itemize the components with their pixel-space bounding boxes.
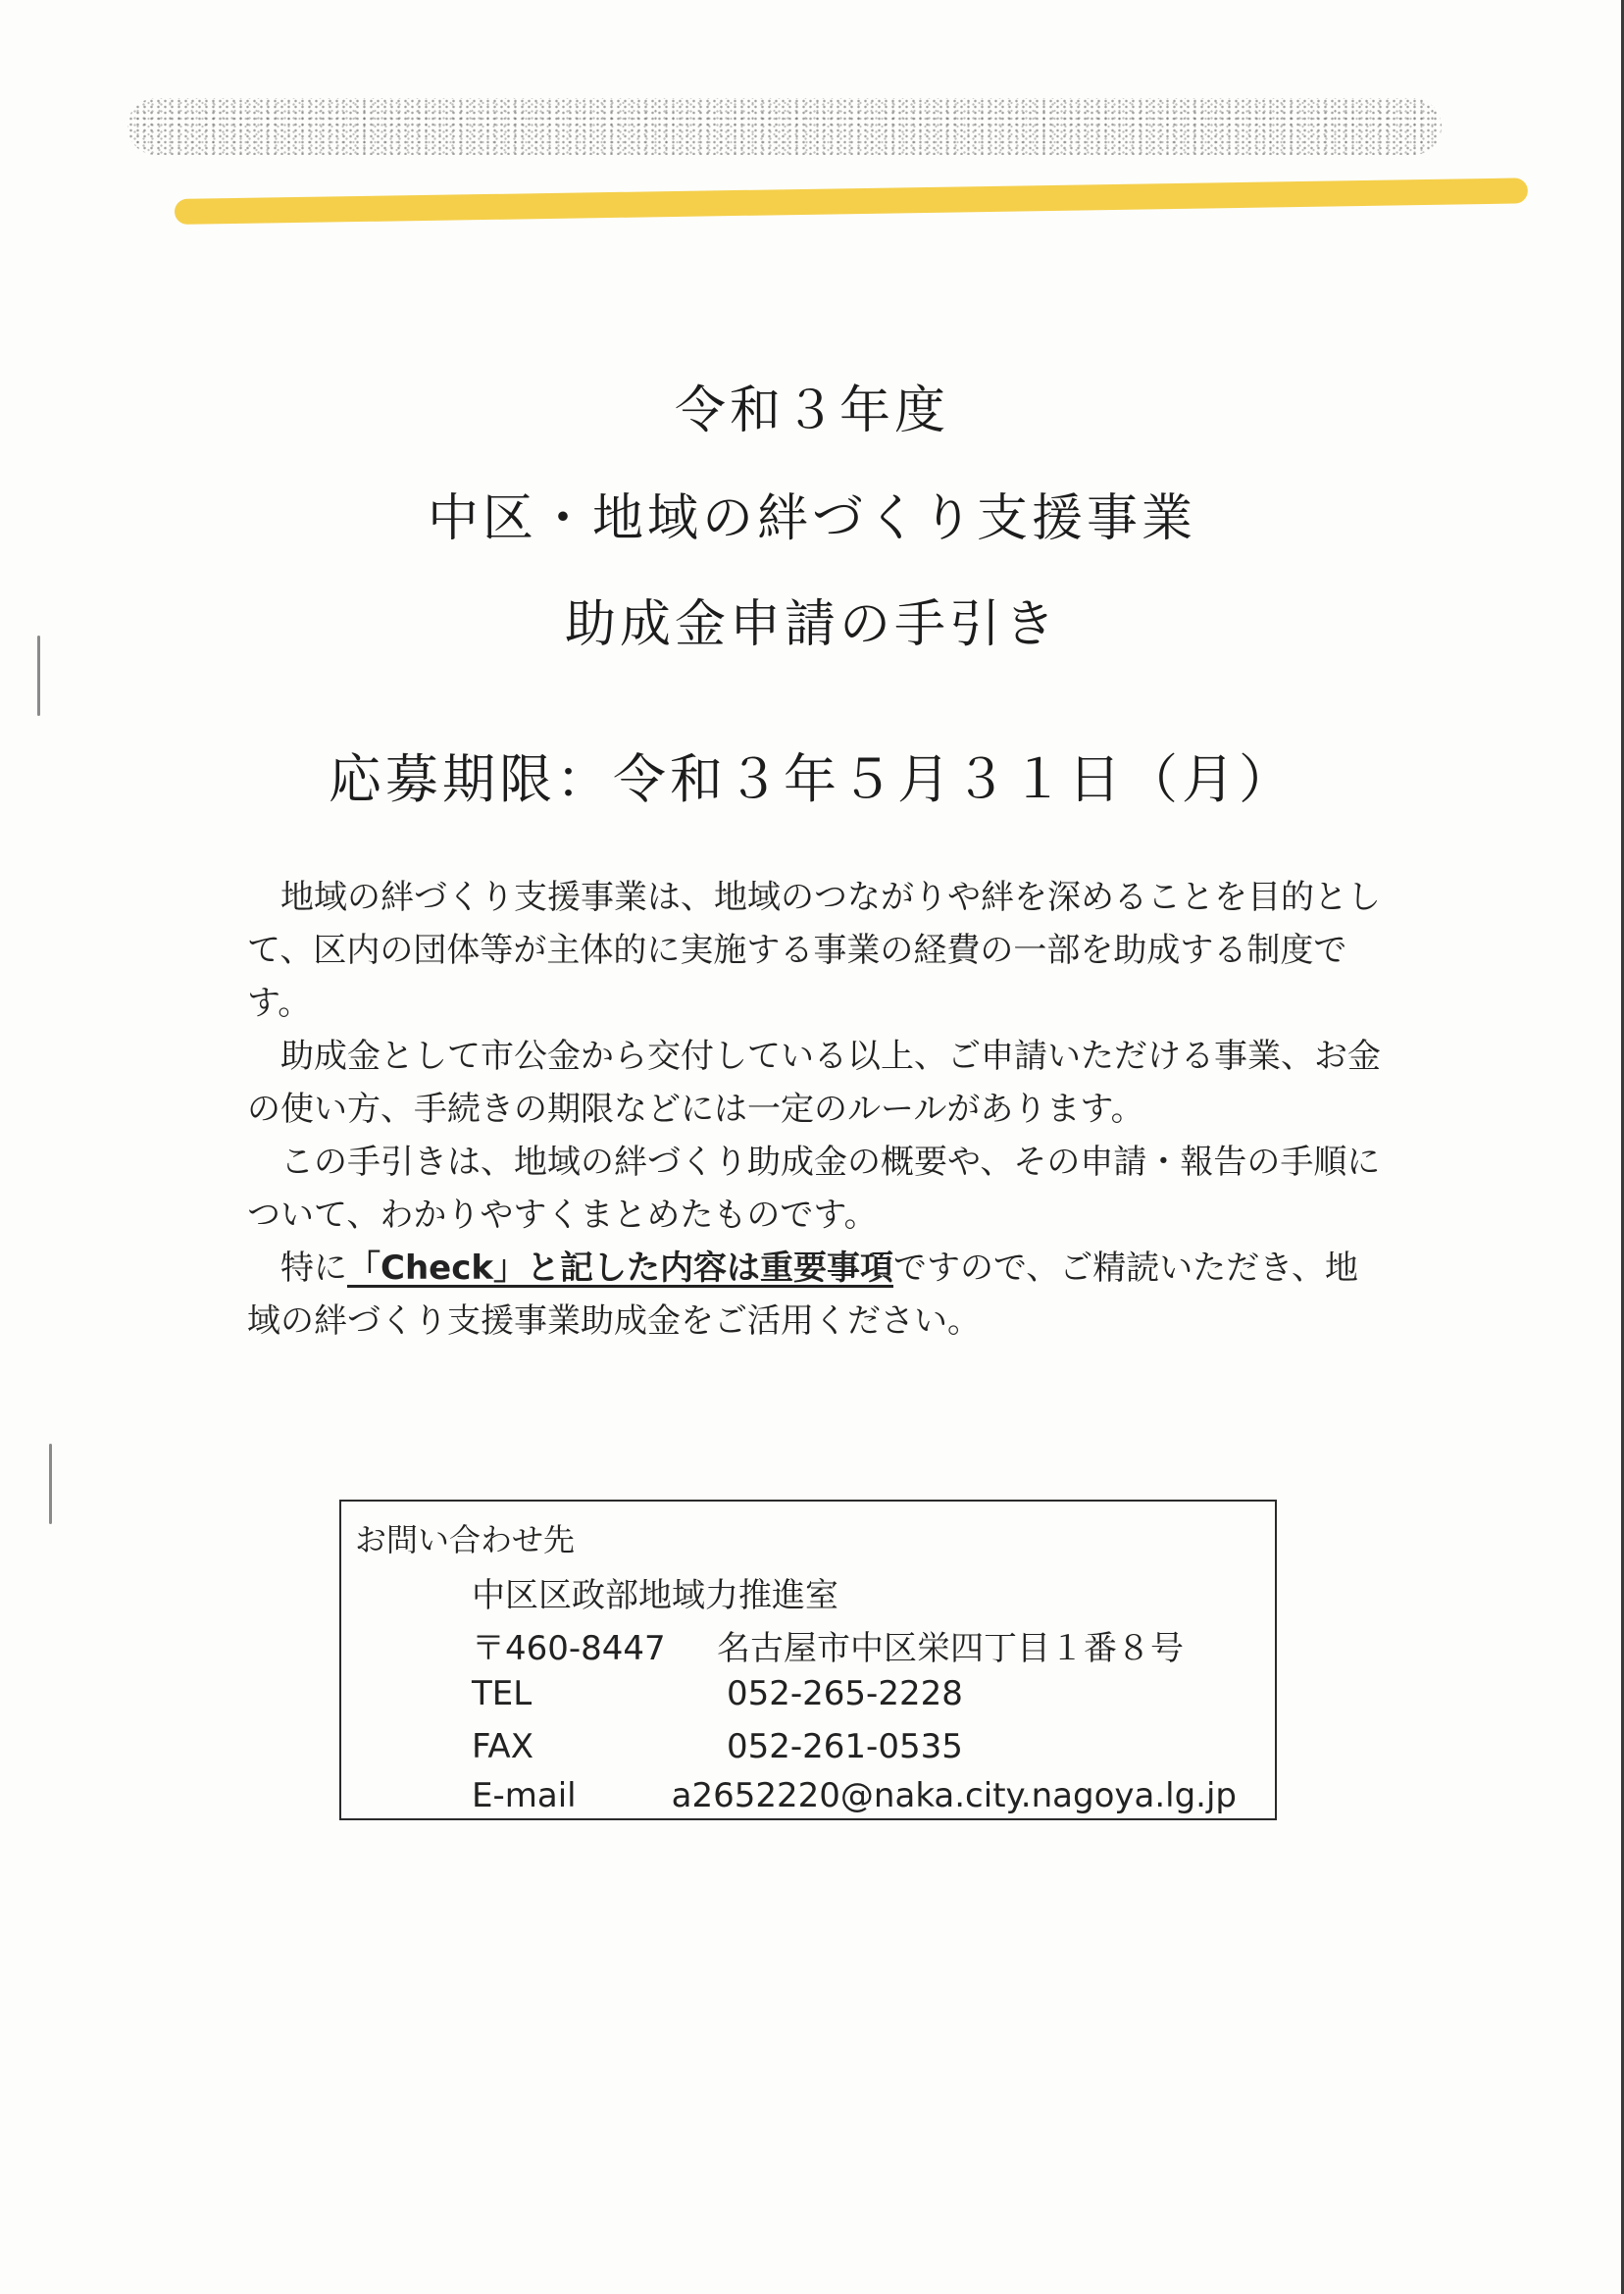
paragraph: この手引きは、地域の絆づくり助成金の概要や、その申請・報告の手順について、わかりやすくまとめたものです。	[247, 1143, 1381, 1235]
redacted-scan-noise	[127, 98, 1442, 155]
contact-email-row	[472, 1776, 1237, 1815]
intro-text	[247, 871, 1385, 1348]
paragraph-check-note	[247, 1242, 1385, 1348]
email-label: E-mail	[472, 1776, 577, 1815]
check-note-prefix: 特に	[280, 1249, 347, 1288]
address: 名古屋市中区栄四丁目１番８号	[717, 1629, 1184, 1668]
yellow-highlighter-stroke	[175, 178, 1528, 225]
contact-box	[339, 1500, 1277, 1820]
title-guide: 助成金申請の手引き	[564, 595, 1059, 654]
contact-fax-row	[472, 1727, 1237, 1766]
postal-code: 〒460-8447	[472, 1629, 666, 1668]
application-deadline: 応募期限：令和３年５月３１日（月）	[329, 748, 1295, 810]
contact-department: 中区区政部地域力推進室	[472, 1576, 838, 1615]
contact-tel-row	[472, 1674, 1237, 1713]
email-address: a2652220@naka.city.nagoya.lg.jp	[671, 1776, 1237, 1815]
contact-heading: お問い合わせ先	[355, 1521, 576, 1558]
check-note-suffix: ですので、ご精読いただき、地域の絆づくり支援事業助成金をご活用ください。	[247, 1249, 1358, 1341]
title-year: 令和３年度	[674, 382, 949, 440]
paragraph: 助成金として市公金から交付している以上、ご申請いただける事業、お金の使い方、手続きの期限などには一定のルールがあります。	[247, 1037, 1381, 1129]
title-program: 中区・地域の絆づくり支援事業	[427, 489, 1196, 548]
staple-mark	[49, 1444, 52, 1524]
contact-address-row	[472, 1621, 1237, 1669]
fax-number: 052-261-0535	[727, 1727, 963, 1766]
check-important-emphasis: 「Check」と記した内容は重要事項	[347, 1249, 893, 1288]
fax-label: FAX	[472, 1727, 533, 1766]
tel-number: 052-265-2228	[727, 1674, 963, 1713]
paragraph: 地域の絆づくり支援事業は、地域のつながりや絆を深めることを目的として、区内の団体等が主体的に実施する事業の経費の一部を助成する制度です。	[247, 878, 1381, 1023]
tel-label: TEL	[472, 1674, 533, 1713]
